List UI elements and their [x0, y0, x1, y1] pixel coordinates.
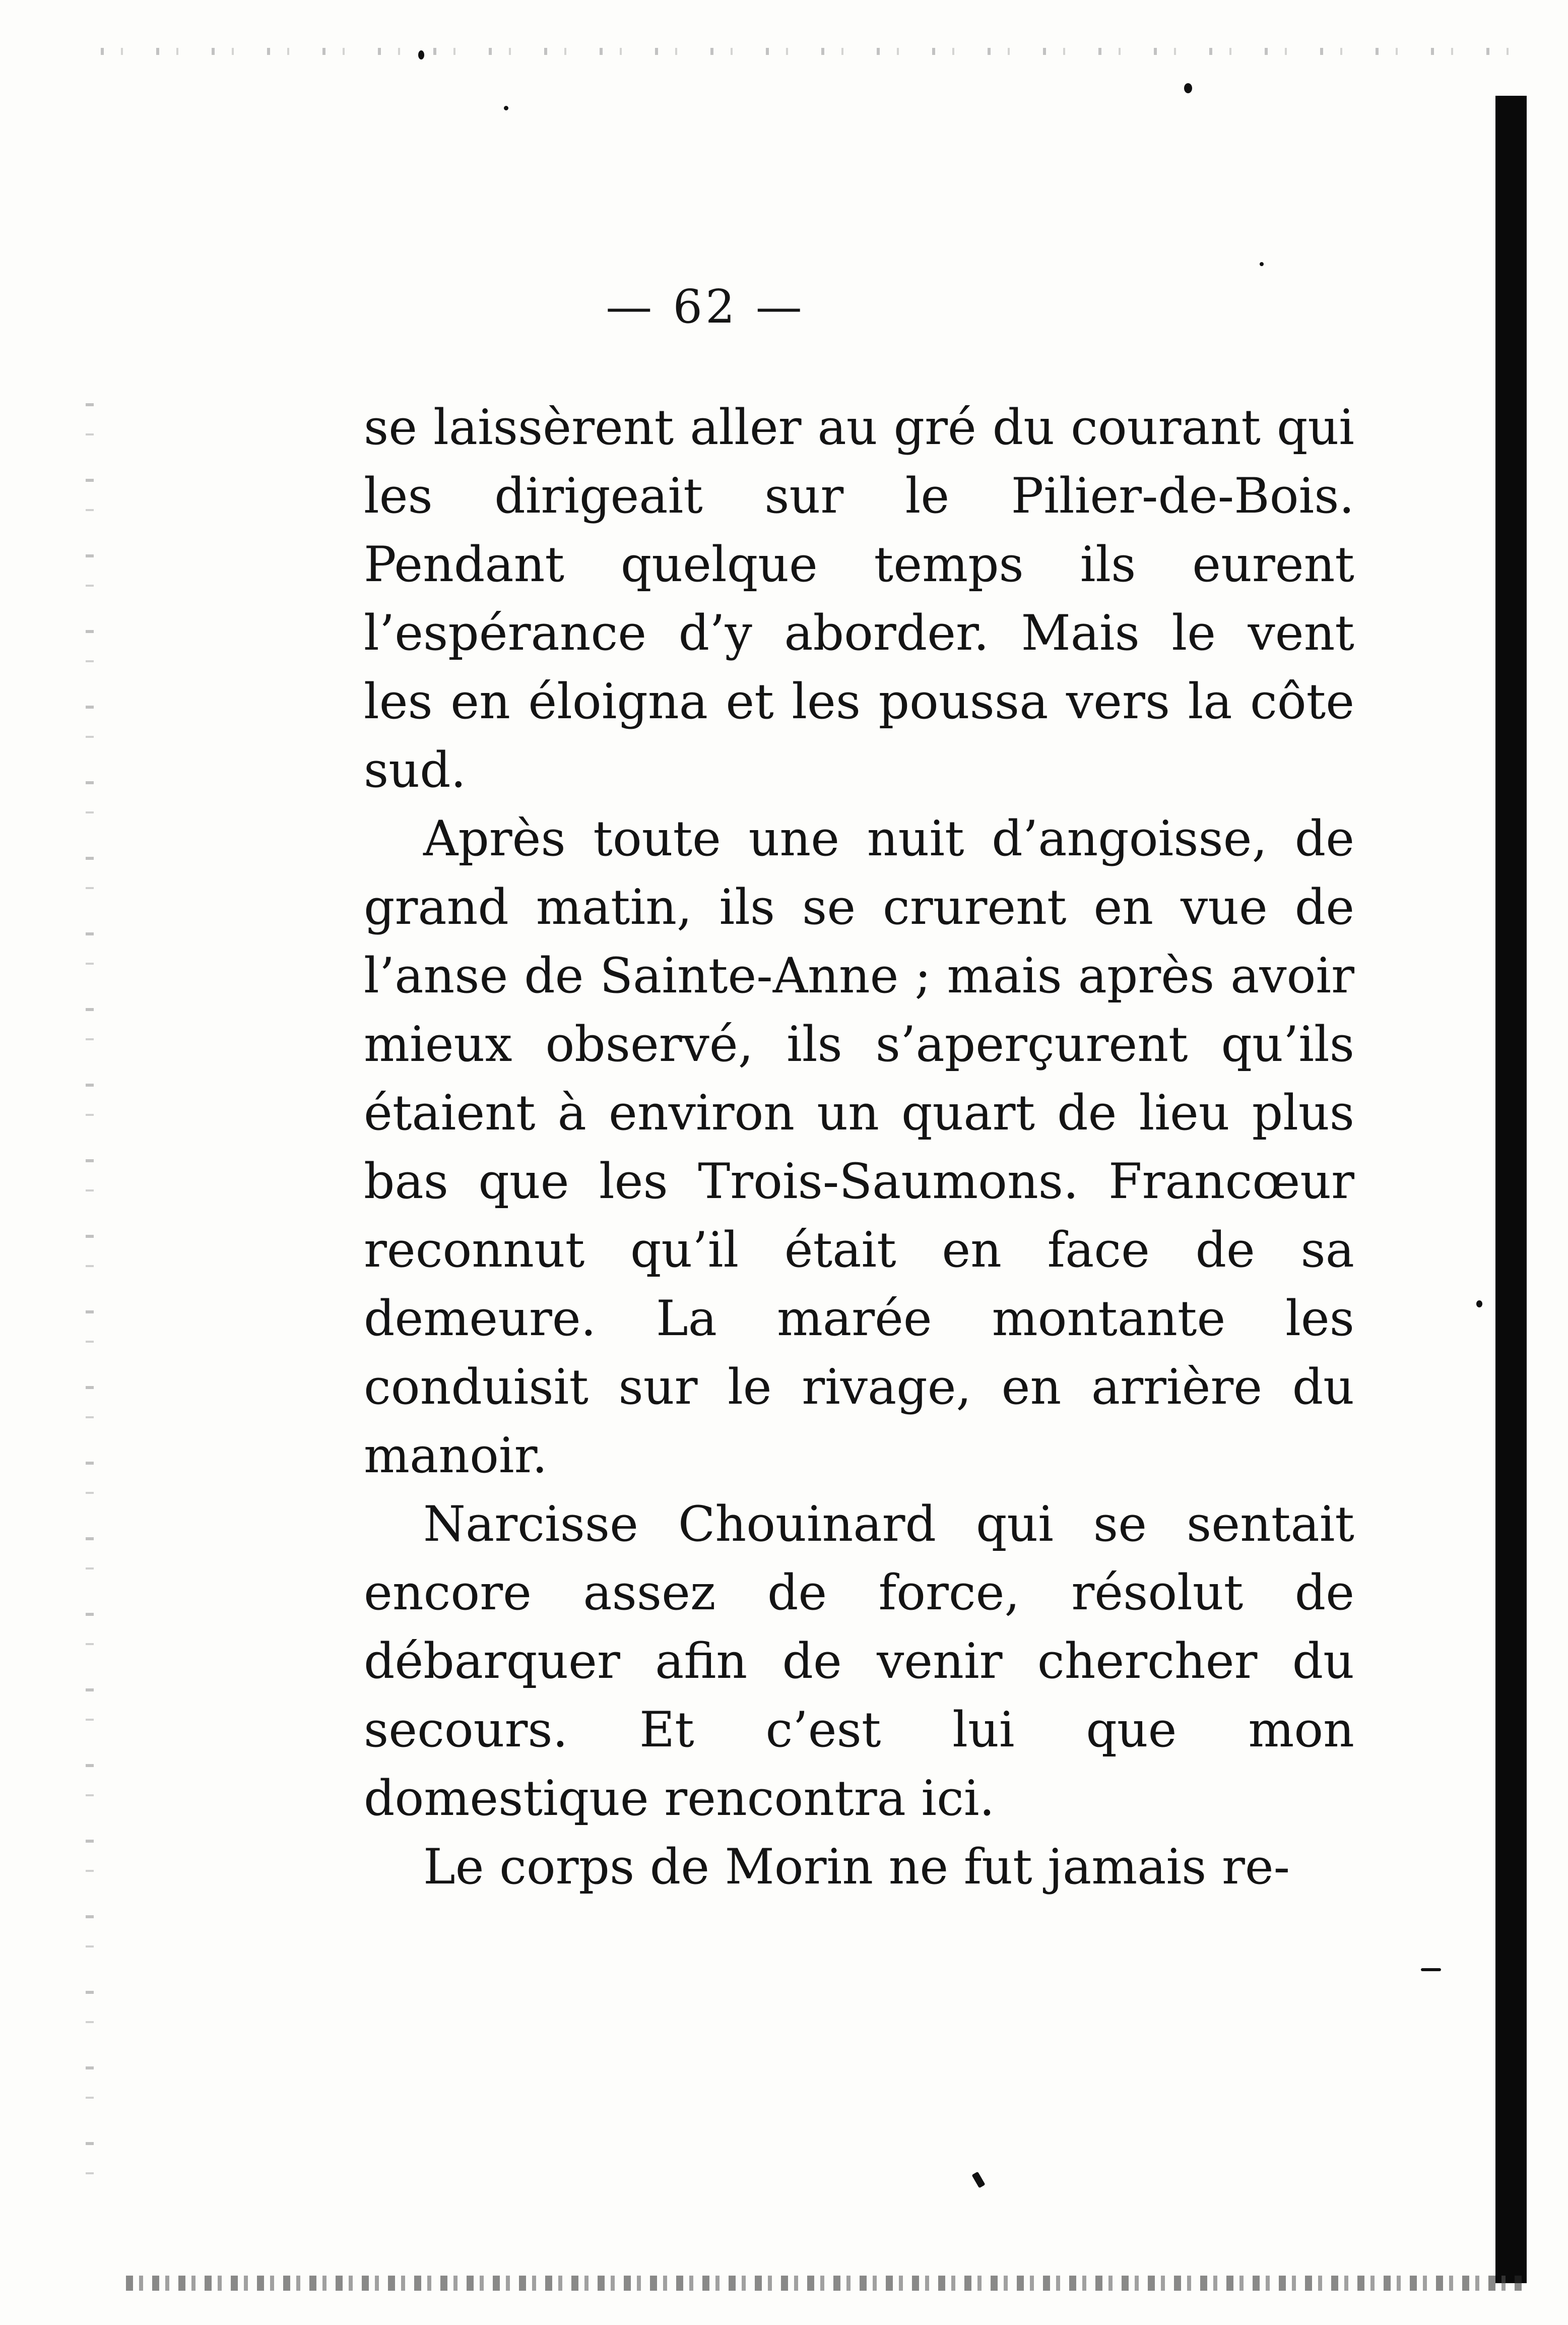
ink-speck	[504, 106, 508, 110]
ink-speck	[1184, 83, 1192, 93]
ink-speck	[1260, 262, 1264, 266]
page-top-edge-noise	[101, 48, 1512, 55]
paragraph: Narcisse Chouinard qui se sentait encore assez de force, résolut de débarquer afin de venir chercher du secours. Et c’est lui que mon domestique rencontra ici.	[364, 1496, 1354, 1827]
page-number: — 62 —	[606, 280, 805, 334]
page-bottom-edge-noise	[126, 2276, 1527, 2291]
paragraph: Après toute une nuit d’angoisse, de grand matin, ils se crurent en vue de l’anse de Sainte-Anne ; mais après avoir mieux observé, ils s’aperçurent qu’ils étaient à environ un quart de lieu plus bas que les Trois-Saumons. Francœur reconnut qu’il était en face de sa demeure. La marée montante les conduisit sur le rivage, en arrière du manoir.	[364, 810, 1354, 1484]
paragraph: se laissèrent aller au gré du courant qui les dirigeait sur le Pilier-de-Bois. Pendant quelque temps ils eurent l’espérance d’y aborder. Mais le vent les en éloigna et les poussa vers la côte sud.	[364, 399, 1354, 798]
ink-speck	[1421, 1968, 1441, 1971]
paragraph: Le corps de Morin ne fut jamais re-	[423, 1839, 1290, 1895]
binding-shadow-bar	[1495, 96, 1527, 2283]
ink-speck	[1476, 1300, 1482, 1307]
ink-speck	[418, 50, 424, 59]
page-left-edge-noise	[86, 403, 94, 2218]
ink-speck	[971, 2172, 985, 2188]
body-text	[364, 393, 1354, 1901]
